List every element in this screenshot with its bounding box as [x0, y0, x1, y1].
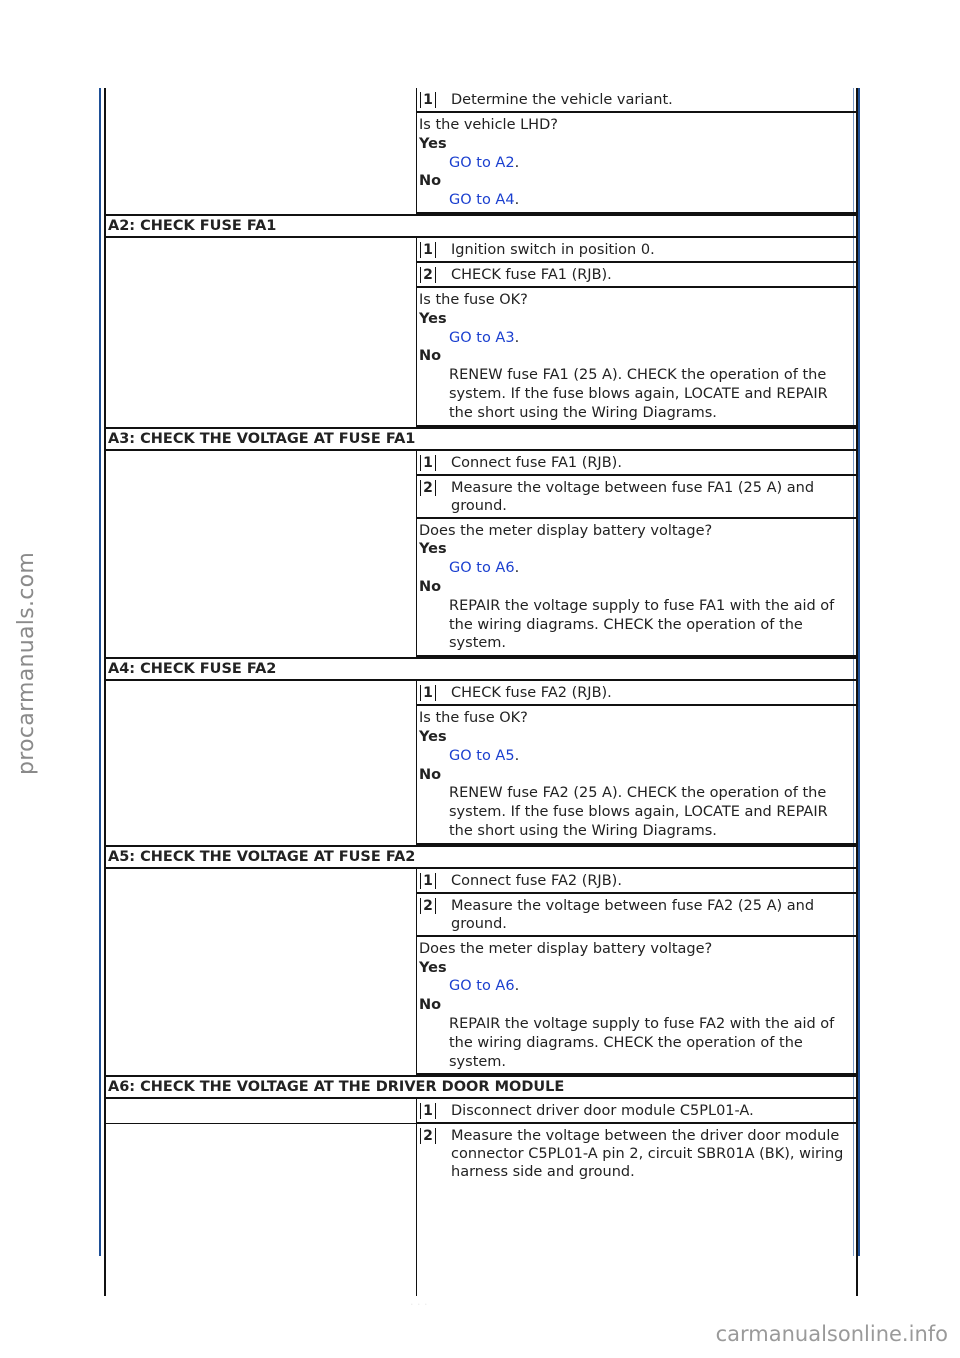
step-row — [417, 238, 856, 263]
section-header-a3: A3: CHECK THE VOLTAGE AT FUSE FA1 — [106, 427, 856, 451]
go-to-a5-link[interactable]: GO to A5 — [449, 747, 515, 764]
go-to-a6-link[interactable]: GO to A6 — [449, 978, 515, 995]
no-label: No — [419, 348, 442, 365]
watermark-procarmanuals: procarmanuals.com — [14, 551, 39, 775]
step-row — [417, 451, 856, 476]
margin-line-left — [99, 88, 101, 1256]
no-label: No — [419, 578, 442, 595]
step-text: Measure the voltage between the driver door module connector C5PL01-A pin 2, circuit SBR01A (BK), wiring harness side and ground. — [451, 1128, 844, 1181]
step-number: 2 — [420, 267, 436, 283]
section-a1 — [106, 88, 856, 214]
section-a6-step2 — [106, 1124, 856, 1296]
yes-label: Yes — [419, 541, 447, 558]
blank-column — [106, 1099, 417, 1124]
question-block: Does the meter display battery voltage? Yes GO to A6. No REPAIR the voltage supply to fuse FA1 with the aid of the wiring diagrams. CHECK the operation of the system. — [417, 519, 856, 658]
step-text: Connect fuse FA2 (RJB). — [451, 872, 622, 889]
step-row — [417, 681, 856, 706]
step-number: 1 — [420, 242, 436, 258]
blank-column — [106, 1124, 417, 1296]
section-header-a5: A5: CHECK THE VOLTAGE AT FUSE FA2 — [106, 845, 856, 869]
no-action-text: REPAIR the voltage supply to fuse FA1 with the aid of the wiring diagrams. CHECK the operation of the system. — [449, 597, 835, 652]
go-to-a2-link[interactable]: GO to A2 — [449, 154, 515, 171]
step-text: Ignition switch in position 0. — [451, 241, 655, 258]
yes-label: Yes — [419, 310, 447, 327]
no-action-text: REPAIR the voltage supply to fuse FA2 with the aid of the wiring diagrams. CHECK the operation of the system. — [449, 1015, 835, 1070]
step-row — [417, 263, 856, 288]
step-number: 2 — [420, 1128, 436, 1144]
step-number: 1 — [420, 455, 436, 471]
section-a3 — [106, 451, 856, 658]
question-block: Is the fuse OK? Yes GO to A3. No RENEW fuse FA1 (25 A). CHECK the operation of the system. If the fuse blows again, LOCATE and REPAIR the short using the Wiring Diagrams. — [417, 288, 856, 427]
no-label: No — [419, 173, 442, 190]
step-number: 1 — [420, 685, 436, 701]
question-text: Is the vehicle LHD? — [419, 117, 558, 133]
step-number: 2 — [420, 898, 436, 914]
step-text: Determine the vehicle variant. — [451, 92, 673, 108]
no-label: No — [419, 766, 442, 783]
question-text: Is the fuse OK? — [419, 291, 528, 308]
blank-column — [106, 451, 417, 658]
step-number: 1 — [420, 1103, 436, 1119]
section-header-a6: A6: CHECK THE VOLTAGE AT THE DRIVER DOOR MODULE — [106, 1075, 856, 1099]
step-number: 2 — [420, 480, 436, 496]
margin-line-right — [858, 88, 860, 1256]
step-number: 1 — [420, 873, 436, 889]
step-text: CHECK fuse FA2 (RJB). — [451, 685, 612, 702]
no-action-text: RENEW fuse FA2 (25 A). CHECK the operation of the system. If the fuse blows again, LOCATE and REPAIR the short using the Wiring Diagrams. — [449, 785, 828, 839]
go-to-a3-link[interactable]: GO to A3 — [449, 329, 515, 346]
yes-label: Yes — [419, 135, 447, 152]
diagnostic-table — [104, 88, 858, 1296]
go-to-a6-link[interactable]: GO to A6 — [449, 560, 515, 577]
question-block: Is the fuse OK? Yes GO to A5. No RENEW fuse FA2 (25 A). CHECK the operation of the system. If the fuse blows again, LOCATE and REPAIR the short using the Wiring Diagrams. — [417, 706, 856, 845]
page-footer-faint: · · · — [410, 1298, 428, 1311]
section-a6-step1 — [106, 1099, 856, 1124]
question-text: Does the meter display battery voltage? — [419, 940, 713, 957]
no-action-text: RENEW fuse FA1 (25 A). CHECK the operation of the system. If the fuse blows again, LOCATE and REPAIR the short using the Wiring Diagrams. — [449, 367, 828, 421]
section-header-a4: A4: CHECK FUSE FA2 — [106, 657, 856, 681]
question-text: Is the fuse OK? — [419, 710, 528, 727]
question-text: Does the meter display battery voltage? — [419, 522, 713, 539]
section-a5 — [106, 869, 856, 1076]
blank-column — [106, 681, 417, 845]
watermark-carmanualsonline: carmanualsonline.info — [715, 1322, 948, 1346]
step-row — [417, 894, 856, 937]
step-text: Measure the voltage between fuse FA1 (25 A) and ground. — [451, 479, 815, 514]
section-header-a2: A2: CHECK FUSE FA1 — [106, 214, 856, 238]
question-block: Is the vehicle LHD? Yes GO to A2. No GO to A4. — [417, 113, 856, 214]
step-number: 1 — [420, 92, 436, 108]
step-row — [417, 1099, 856, 1124]
go-to-a4-link[interactable]: GO to A4 — [449, 192, 515, 209]
no-label: No — [419, 997, 442, 1014]
step-row — [417, 476, 856, 519]
yes-label: Yes — [419, 728, 447, 745]
blank-column — [106, 88, 417, 214]
step-row — [417, 1124, 856, 1183]
step-text: CHECK fuse FA1 (RJB). — [451, 266, 612, 283]
step-text: Measure the voltage between fuse FA2 (25 A) and ground. — [451, 897, 815, 932]
step-text: Connect fuse FA1 (RJB). — [451, 454, 622, 471]
step-row — [417, 88, 856, 113]
step-text: Disconnect driver door module C5PL01-A. — [451, 1103, 754, 1120]
question-block: Does the meter display battery voltage? Yes GO to A6. No REPAIR the voltage supply to fuse FA2 with the aid of the wiring diagrams. CHECK the operation of the system. — [417, 937, 856, 1076]
yes-label: Yes — [419, 959, 447, 976]
step-row — [417, 869, 856, 894]
section-a2 — [106, 238, 856, 427]
blank-column — [106, 238, 417, 427]
blank-column — [106, 869, 417, 1076]
section-a4 — [106, 681, 856, 845]
